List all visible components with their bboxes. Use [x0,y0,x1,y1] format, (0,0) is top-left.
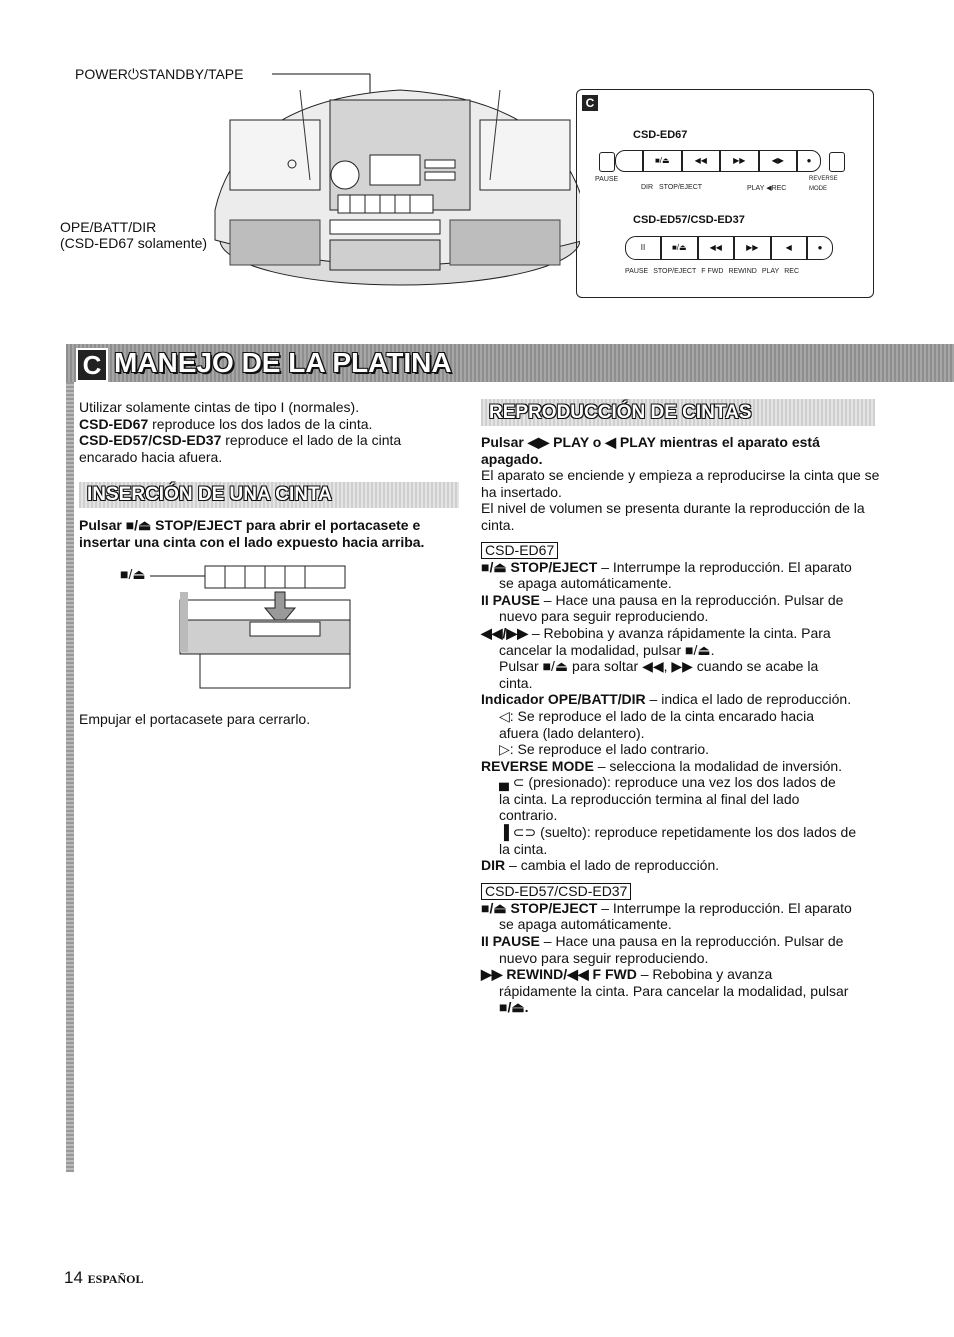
play-button[interactable]: ◀▶ [759,150,798,172]
intro-line: CSD-ED67 reproduce los dos lados de la cinta. [79,415,373,432]
insertion-instruction: Pulsar ■/⏏ STOP/EJECT para abrir el portacasete e insertar una cinta con el lado expuesto hacia arriba. [79,517,425,550]
entry-pause-cont: nuevo para seguir reproduciendo. [499,608,709,625]
model2-rewind-button[interactable]: ▶▶ [734,236,771,260]
model2-label: REC [784,268,799,275]
dir-label: DIR [641,184,654,191]
rewind-button[interactable]: ◀◀ [682,150,721,172]
entry-reverse-cont: contrario. [499,807,558,824]
panel-tag: C [582,95,598,111]
entry2-pause: II PAUSE – Hace una pausa en la reproducción. Pulsar de [481,933,844,950]
cassette-insertion-illustration [150,562,380,692]
ope-batt-dir-label: OPE/BATT/DIR [60,219,157,235]
banner-tag: C [76,348,108,382]
cassette-controls-panel [576,89,874,298]
entry-reverse-cont: la cinta. [499,840,548,857]
entry2-stop-cont: se apaga automáticamente. [499,916,672,933]
model1-title: CSD-ED67 [633,129,688,141]
entry-ope-cont: ▷: Se reproduce el lado contrario. [499,741,709,758]
model2-label: F FWD [701,268,724,275]
entry2-pause-cont: nuevo para seguir reproduciendo. [499,949,709,966]
model2-label-row [625,268,825,275]
playback-heading: Pulsar ◀▶ PLAY o ◀ PLAY mientras el aparato está apagado. [481,434,820,467]
fast-forward-button[interactable]: ▶▶ [720,150,759,172]
entry-rewind-cont: cancelar la modalidad, pulsar ■/⏏. [499,641,715,658]
entry-ope-indicator: Indicador OPE/BATT/DIR – indica el lado de reproducción. [481,691,852,708]
intro-text [79,399,459,465]
entry-rewind-cont: Pulsar ■/⏏ para soltar ◀◀, ▶▶ cuando se acabe la [499,658,819,675]
banner-title: MANEJO DE LA PLATINA [114,347,452,378]
entry2-rewind-cont: ■/⏏. [499,999,529,1016]
reverse-label: REVERSE [809,176,838,182]
model2-rec-button[interactable]: ● [807,236,833,260]
model2-label: STOP/EJECT [653,268,697,275]
page-number: 14 [64,1268,83,1287]
language-label: ESPAÑOL [87,1272,144,1286]
intro-line: Utilizar solamente cintas de tipo I (normales). [79,399,360,415]
playback-paragraph: El aparato se enciende y empieza a reproducirse la cinta que se ha insertado. [481,467,880,500]
entry2-stop: ■/⏏ STOP/EJECT – Interrumpe la reproducción. El aparato [481,899,852,916]
model1-button-row [615,150,821,172]
model2-label: PLAY [761,268,780,275]
entry-stop: ■/⏏ STOP/EJECT – Interrumpe la reproducción. El aparato [481,558,852,575]
model2-button-row [625,236,833,262]
stop-eject-label: STOP/EJECT [659,184,703,191]
page-footer [64,1268,143,1288]
model2-label: PAUSE [625,268,649,275]
entry-ope-cont: ◁: Se reproduce el lado de la cinta encarado hacia [499,707,815,724]
entry-rewind-ffwd: ◀◀/▶▶ – Rebobina y avanza rápidamente la cinta. Para [481,624,831,641]
stop-eject-button[interactable]: ■/⏏ [643,150,682,172]
closing-text: Empujar el portacasete para cerrarlo. [79,711,311,727]
entry-stop-cont: se apaga automáticamente. [499,575,672,592]
model2-play-button[interactable]: ◀ [771,236,808,260]
entry-ope-cont: afuera (lado delantero). [499,724,645,741]
reverse-key-icon [829,152,845,172]
entry-reverse-cont: la cinta. La reproducción termina al final del lado [499,790,800,807]
model2-title: CSD-ED57/CSD-ED37 [633,214,745,226]
power-standby-label: POWER⏻STANDBY/TAPE [75,66,244,82]
entry-pause: II PAUSE – Hace una pausa en la reproducción. Pulsar de [481,591,844,608]
entry2-rewind-cont: rápidamente la cinta. Para cancelar la modalidad, pulsar [499,982,849,999]
play-rec-label: PLAY ◀REC [747,185,787,192]
entry-reverse-mode: REVERSE MODE – selecciona la modalidad de inversión. [481,757,843,774]
entry2-rewind-ffwd: ▶▶ REWIND/◀◀ F FWD – Rebobina y avanza [481,966,773,983]
model2-stop-button[interactable]: ■/⏏ [661,236,698,260]
model-ed67-label: CSD-ED67 [481,542,558,559]
model2-ffwd-button[interactable]: ◀◀ [698,236,735,260]
boombox-illustration [200,60,580,310]
model-ed57-label: CSD-ED57/CSD-ED37 [481,883,631,900]
margin-bar [66,382,74,1172]
entry-dir: DIR – cambia el lado de reproducción. [481,857,720,874]
playback-body [481,434,881,1016]
pause-label: PAUSE [595,176,619,183]
ope-note: (CSD-ED67 solamente) [60,235,208,251]
playback-section-title: REPRODUCCIÓN DE CINTAS [481,399,875,426]
entry-reverse-cont: ▐ ⊂⊃ (suelto): reproduce repetidamente los dos lados de [499,824,857,841]
stop-eject-figure-label: ■/⏏ [120,566,146,582]
section-banner [66,344,954,382]
insertion-section-title: INSERCIÓN DE UNA CINTA [79,482,459,508]
entry-rewind-cont: cinta. [499,674,533,691]
model2-pause-button[interactable]: II [625,236,661,260]
intro-line: CSD-ED57/CSD-ED37 reproduce el lado de la cinta encarado hacia afuera. [79,432,402,465]
model2-label: REWIND [728,268,757,275]
record-button[interactable]: ● [797,150,821,172]
mode-label: MODE [809,186,827,192]
entry-reverse-cont: ▄ ⊂ (presionado): reproduce una vez los dos lados de [499,774,836,791]
model1-cap-left [615,150,643,172]
playback-paragraph: El nivel de volumen se presenta durante la reproducción de la cinta. [481,500,865,533]
pause-key-icon [599,152,615,172]
